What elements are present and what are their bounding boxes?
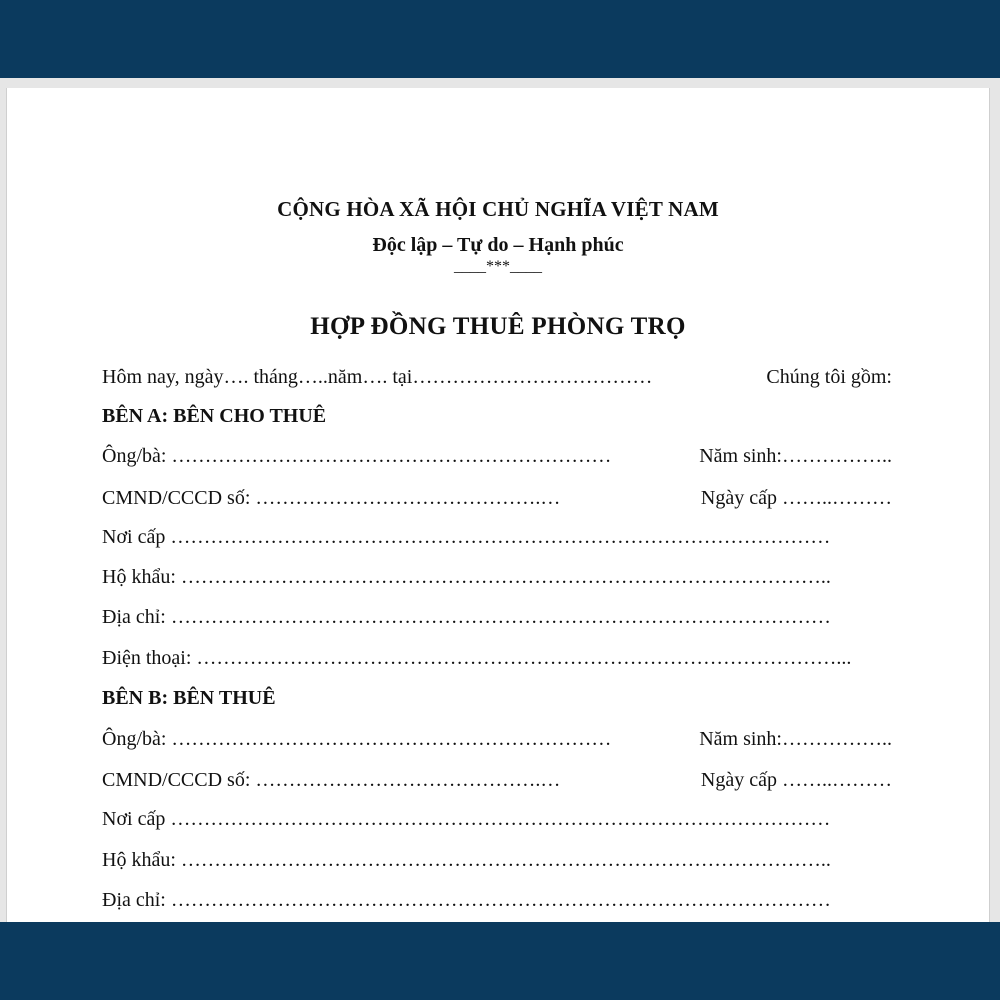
party-b-heading: BÊN B: BÊN THUÊ <box>102 687 276 709</box>
party-a-address <box>102 602 892 632</box>
party-b-issue-place-text: Nơi cấp ……………………………………………………………………………………… <box>102 808 831 830</box>
party-a-household <box>102 562 892 592</box>
party-a-birth: Năm sinh:…………….. <box>699 445 892 467</box>
party-b-address <box>102 885 892 915</box>
party-a-issue-place-text: Nơi cấp ……………………………………………………………………………………… <box>102 526 831 548</box>
party-a-household-text: Hộ khẩu: …………………………………………………………………………………….. <box>102 566 831 588</box>
party-a-heading: BÊN A: BÊN CHO THUÊ <box>102 405 327 427</box>
party-a-issue-place <box>102 522 892 552</box>
party-a-phone <box>102 643 892 673</box>
party-a-phone-text: Điện thoại: ……………………………………………………………………………………... <box>102 647 852 669</box>
party-a-id-line <box>102 483 892 513</box>
party-b-name-line <box>102 724 892 754</box>
nation-heading: CỘNG HÒA XÃ HỘI CHỦ NGHĨA VIỆT NAM <box>277 197 719 221</box>
party-b-issue-date: Ngày cấp ……..……… <box>700 769 892 791</box>
party-b-household-text: Hộ khẩu: …………………………………………………………………………………….. <box>102 849 831 871</box>
document-page <box>6 88 990 922</box>
party-b-name: Ông/bà: ………………………………………………………… <box>102 728 612 750</box>
party-a-address-text: Địa chỉ: ……………………………………………………………………………………… <box>102 606 831 628</box>
party-a-name-line <box>102 441 892 471</box>
party-a-issue-date: Ngày cấp ……..……… <box>700 487 892 509</box>
party-b-household <box>102 845 892 875</box>
party-b-issue-place <box>102 804 892 834</box>
party-b-id: CMND/CCCD số: …………………………………….… <box>102 769 561 791</box>
header-divider: ____***____ <box>454 258 542 275</box>
top-banner <box>0 0 1000 78</box>
party-b-address-text: Địa chỉ: ……………………………………………………………………………………… <box>102 889 831 911</box>
motto-heading: Độc lập – Tự do – Hạnh phúc <box>372 234 624 256</box>
party-a-id: CMND/CCCD số: …………………………………….… <box>102 487 561 509</box>
party-a-name: Ông/bà: ………………………………………………………… <box>102 445 612 467</box>
party-b-id-line <box>102 765 892 795</box>
document-viewer <box>0 78 1000 922</box>
document-title: HỢP ĐỒNG THUÊ PHÒNG TRỌ <box>310 313 686 340</box>
party-b-birth: Năm sinh:…………….. <box>699 728 892 750</box>
intro-date-place: Hôm nay, ngày…. tháng…..năm…. tại……………………………… <box>102 366 653 388</box>
intro-parties: Chúng tôi gồm: <box>766 366 892 388</box>
bottom-banner <box>0 922 1000 1000</box>
intro-line <box>102 362 892 392</box>
